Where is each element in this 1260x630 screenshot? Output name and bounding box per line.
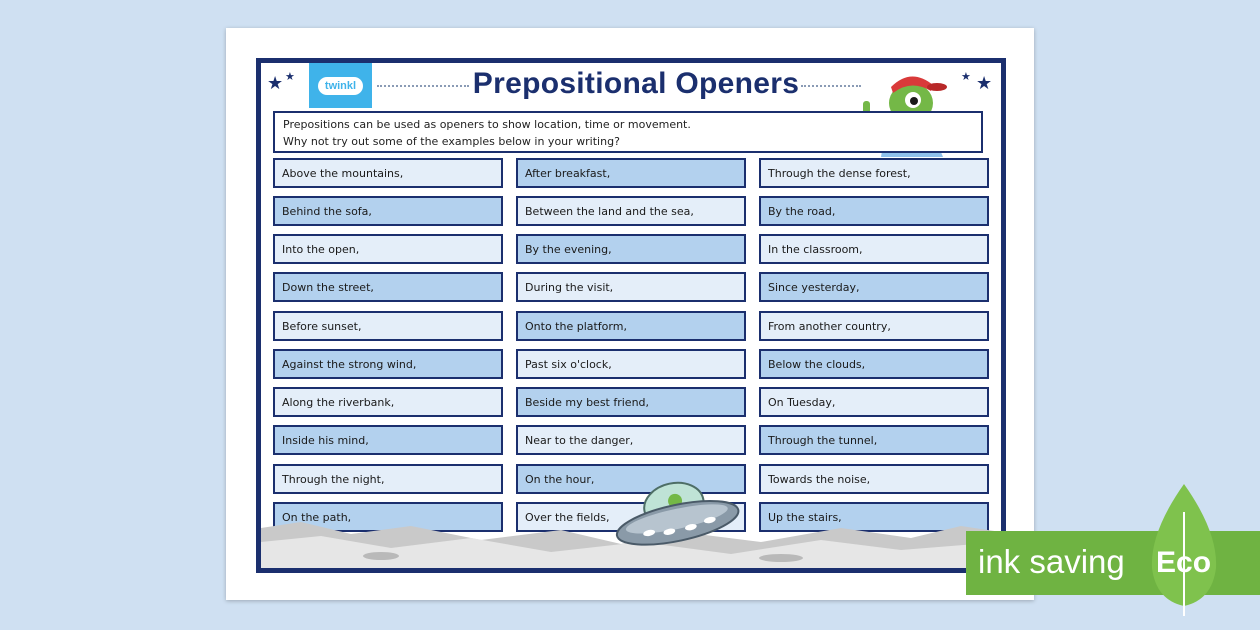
opener-cell: Above the mountains,	[273, 158, 503, 188]
opener-cell: Since yesterday,	[759, 272, 989, 302]
ink-saving-text: ink saving	[978, 543, 1125, 580]
star-icon: ★	[267, 73, 284, 94]
worksheet-frame	[256, 58, 1006, 573]
opener-cell: Past six o'clock,	[516, 349, 746, 379]
opener-cell: Towards the noise,	[759, 464, 989, 494]
opener-cell: Below the clouds,	[759, 349, 989, 379]
opener-cell: By the evening,	[516, 234, 746, 264]
opener-cell: Inside his mind,	[273, 425, 503, 455]
star-icon: ★	[285, 70, 295, 83]
star-icon: ★	[961, 70, 971, 83]
opener-cell: From another country,	[759, 311, 989, 341]
twinkl-logo	[309, 63, 372, 108]
opener-cell: Through the dense forest,	[759, 158, 989, 188]
opener-cell: Before sunset,	[273, 311, 503, 341]
logo-text: twinkl	[318, 77, 363, 95]
opener-cell: Near to the danger,	[516, 425, 746, 455]
intro-line-1: Prepositions can be used as openers to show location, time or movement.	[283, 118, 691, 131]
opener-cell: Over the fields,	[516, 502, 746, 532]
opener-cell: Through the night,	[273, 464, 503, 494]
opener-cell: In the classroom,	[759, 234, 989, 264]
worksheet-preview	[226, 28, 1034, 600]
opener-cell: On the path,	[273, 502, 503, 532]
star-icon: ★	[976, 73, 993, 94]
page-title: Prepositional Openers	[472, 67, 800, 100]
ufo-illustration-icon	[606, 475, 746, 555]
opener-cell: Beside my best friend,	[516, 387, 746, 417]
opener-cell: Against the strong wind,	[273, 349, 503, 379]
opener-cell: Behind the sofa,	[273, 196, 503, 226]
title-dots-left	[377, 85, 469, 87]
opener-cell: Into the open,	[273, 234, 503, 264]
opener-cell: On the hour,	[516, 464, 746, 494]
opener-cell: During the visit,	[516, 272, 746, 302]
opener-cell: Along the riverbank,	[273, 387, 503, 417]
intro-box	[273, 111, 983, 153]
opener-cell: By the road,	[759, 196, 989, 226]
opener-cell: On Tuesday,	[759, 387, 989, 417]
eco-label: Eco	[1156, 546, 1212, 579]
intro-line-2: Why not try out some of the examples below in your writing?	[283, 135, 620, 148]
opener-cell: Up the stairs,	[759, 502, 989, 532]
opener-cell: Between the land and the sea,	[516, 196, 746, 226]
opener-cell: Onto the platform,	[516, 311, 746, 341]
opener-cell: Down the street,	[273, 272, 503, 302]
opener-cell: After breakfast,	[516, 158, 746, 188]
opener-cell: Through the tunnel,	[759, 425, 989, 455]
